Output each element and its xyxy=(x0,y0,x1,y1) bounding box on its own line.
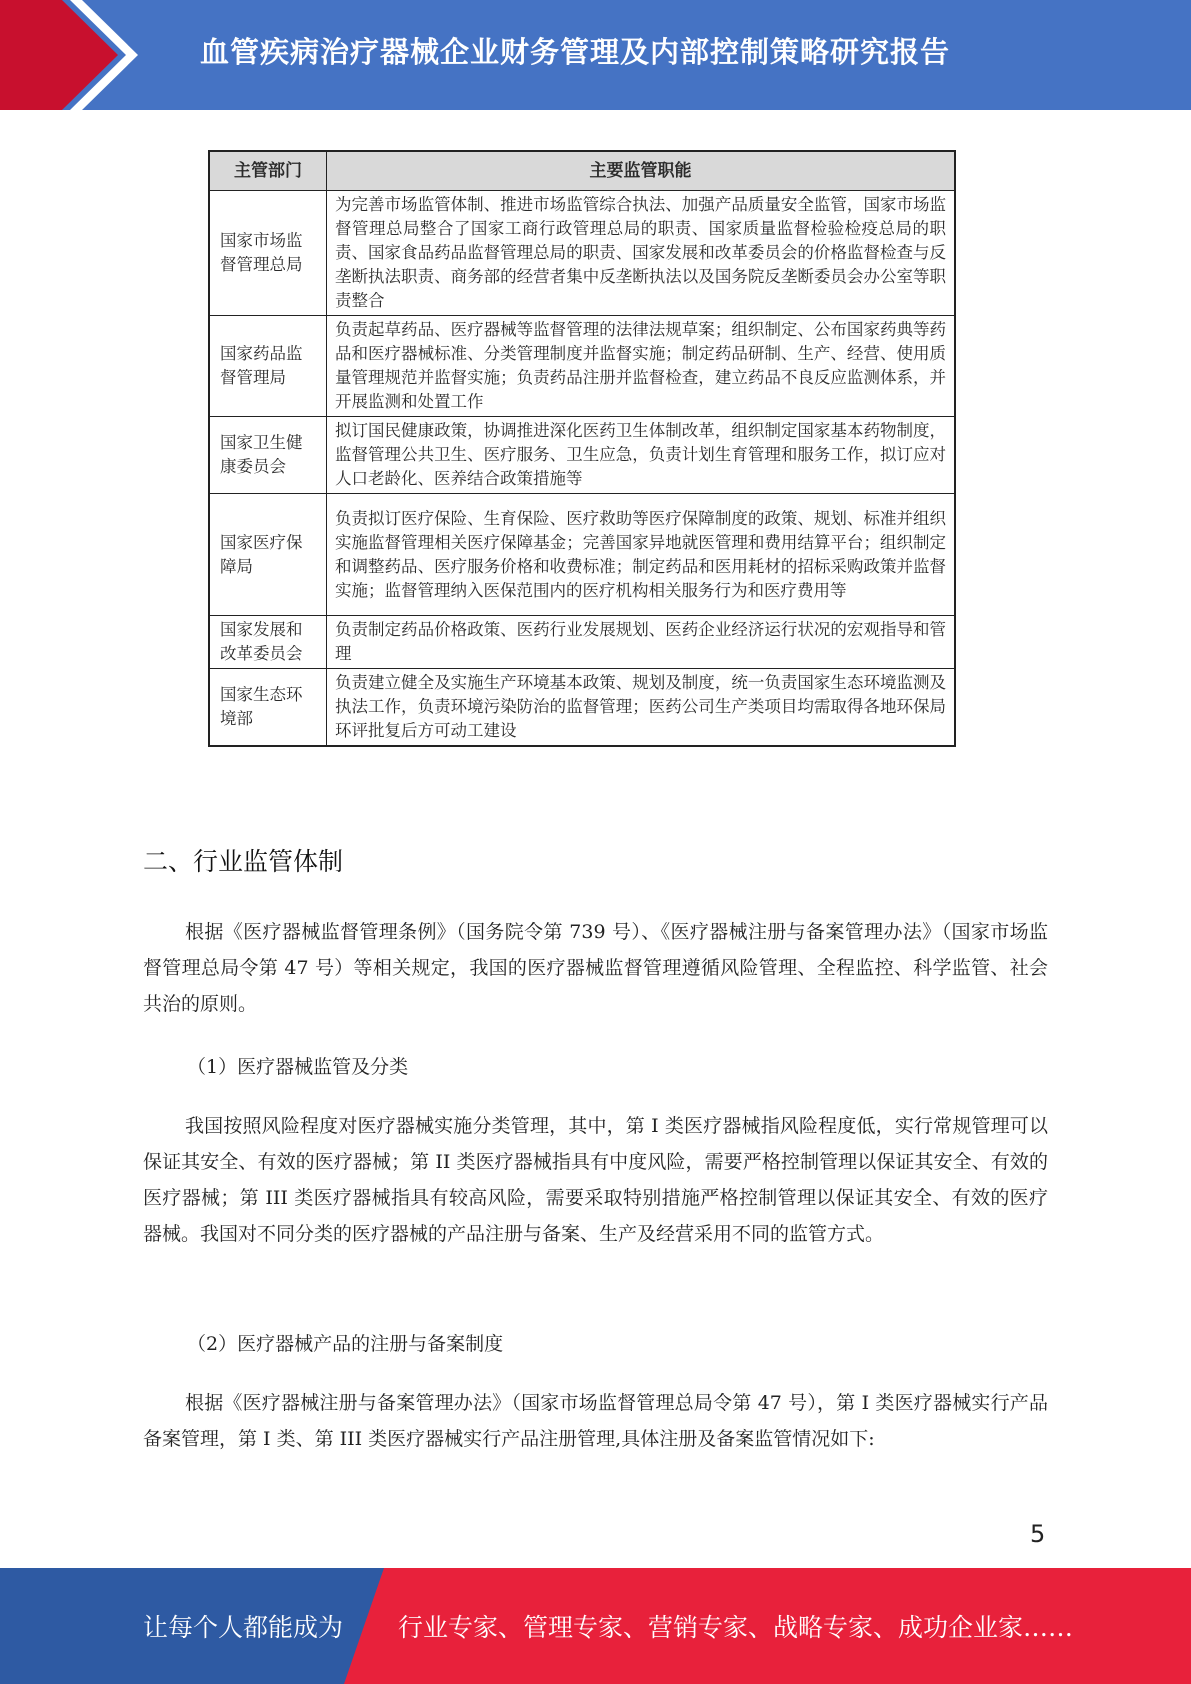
footer-slogan-right: 行业专家、管理专家、营销专家、战略专家、成功企业家…… xyxy=(398,1613,1074,1642)
subheading-classification: （1）医疗器械监管及分类 xyxy=(187,1056,409,1078)
dept-cell: 国家生态环境部 xyxy=(209,669,327,747)
function-cell: 拟订国民健康政策，协调推进深化医药卫生体制改革，组织制定国家基本药物制度，监督管理公共卫生、医疗服务、卫生应急，负责计划生育管理和服务工作，拟订应对人口老龄化、医养结合政策措施等 xyxy=(327,417,956,494)
table-row xyxy=(209,417,955,494)
header-banner xyxy=(0,0,1191,110)
function-cell: 负责起草药品、医疗器械等监督管理的法律法规草案；组织制定、公布国家药典等药品和医疗器械标准、分类管理制度并监督实施；制定药品研制、生产、经营、使用质量管理规范并监督实施；负责药品注册并监督检查，建立药品不良反应监测体系，并开展监测和处置工作 xyxy=(327,316,956,417)
dept-cell: 国家药品监督管理局 xyxy=(209,316,327,417)
function-cell: 负责建立健全及实施生产环境基本政策、规划及制度，统一负责国家生态环境监测及执法工作，负责环境污染防治的监督管理；医药公司生产类项目均需取得各地环保局环评批复后方可动工建设 xyxy=(327,669,956,747)
table-row xyxy=(209,316,955,417)
table-row xyxy=(209,494,955,616)
dept-cell: 国家卫生健康委员会 xyxy=(209,417,327,494)
section-heading: 二、行业监管体制 xyxy=(143,847,344,876)
page-number: 5 xyxy=(1030,1520,1046,1548)
report-title: 血管疾病治疗器械企业财务管理及内部控制策略研究报告 xyxy=(200,35,951,69)
column-header-function: 主要监管职能 xyxy=(327,151,956,191)
table-row xyxy=(209,669,955,747)
table-header-row xyxy=(209,151,955,191)
dept-cell: 国家市场监督管理总局 xyxy=(209,191,327,316)
subheading-registration: （2）医疗器械产品的注册与备案制度 xyxy=(187,1333,504,1355)
function-cell: 为完善市场监管体制、推进市场监管综合执法、加强产品质量安全监管，国家市场监督管理总局整合了国家工商行政管理总局的职责、国家质量监督检验检疫总局的职责、国家食品药品监督管理总局的职责、国家发展和改革委员会的价格监督检查与反垄断执法职责、商务部的经营者集中反垄断执法以及国务院反垄断委员会办公室等职责整合 xyxy=(327,191,956,316)
table-row xyxy=(209,616,955,669)
classification-paragraph: 我国按照风险程度对医疗器械实施分类管理，其中，第 I 类医疗器械指风险程度低，实行常规管理可以保证其安全、有效的医疗器械；第 II 类医疗器械指具有中度风险，需要严格控制管理以保证其安全、有效的医疗器械；第 III 类医疗器械指具有较高风险，需要采取特别措施严格控制管理以保证其安全、有效的医疗器械。我国对不同分类的医疗器械的产品注册与备案、生产及经营采用不同的监管方式。 xyxy=(143,1115,1048,1245)
column-header-dept: 主管部门 xyxy=(209,151,327,191)
dept-cell: 国家医疗保障局 xyxy=(209,494,327,616)
footer-slogan-left: 让每个人都能成为 xyxy=(143,1613,344,1642)
footer-banner xyxy=(0,1568,1191,1684)
red-chevron-decoration xyxy=(0,0,150,110)
regulatory-table xyxy=(208,150,956,747)
function-cell: 负责拟订医疗保险、生育保险、医疗救助等医疗保障制度的政策、规划、标准并组织实施监督管理相关医疗保障基金；完善国家异地就医管理和费用结算平台；组织制定和调整药品、医疗服务价格和收费标准；制定药品和医用耗材的招标采购政策并监督实施；监督管理纳入医保范围内的医疗机构相关服务行为和医疗费用等 xyxy=(327,494,956,616)
function-cell: 负责制定药品价格政策、医药行业发展规划、医药企业经济运行状况的宏观指导和管理 xyxy=(327,616,956,669)
dept-cell: 国家发展和改革委员会 xyxy=(209,616,327,669)
intro-paragraph: 根据《医疗器械监督管理条例》（国务院令第 739 号）、《医疗器械注册与备案管理办法》（国家市场监督管理总局令第 47 号）等相关规定，我国的医疗器械监督管理遵循风险管理、全程监控、科学监管、社会共治的原则。 xyxy=(143,921,1048,1015)
table-row xyxy=(209,191,955,316)
registration-paragraph: 根据《医疗器械注册与备案管理办法》（国家市场监督管理总局令第 47 号），第 I 类医疗器械实行产品备案管理，第 I 类、第 III 类医疗器械实行产品注册管理,具体注册及备案监管情况如下: xyxy=(143,1392,1048,1450)
